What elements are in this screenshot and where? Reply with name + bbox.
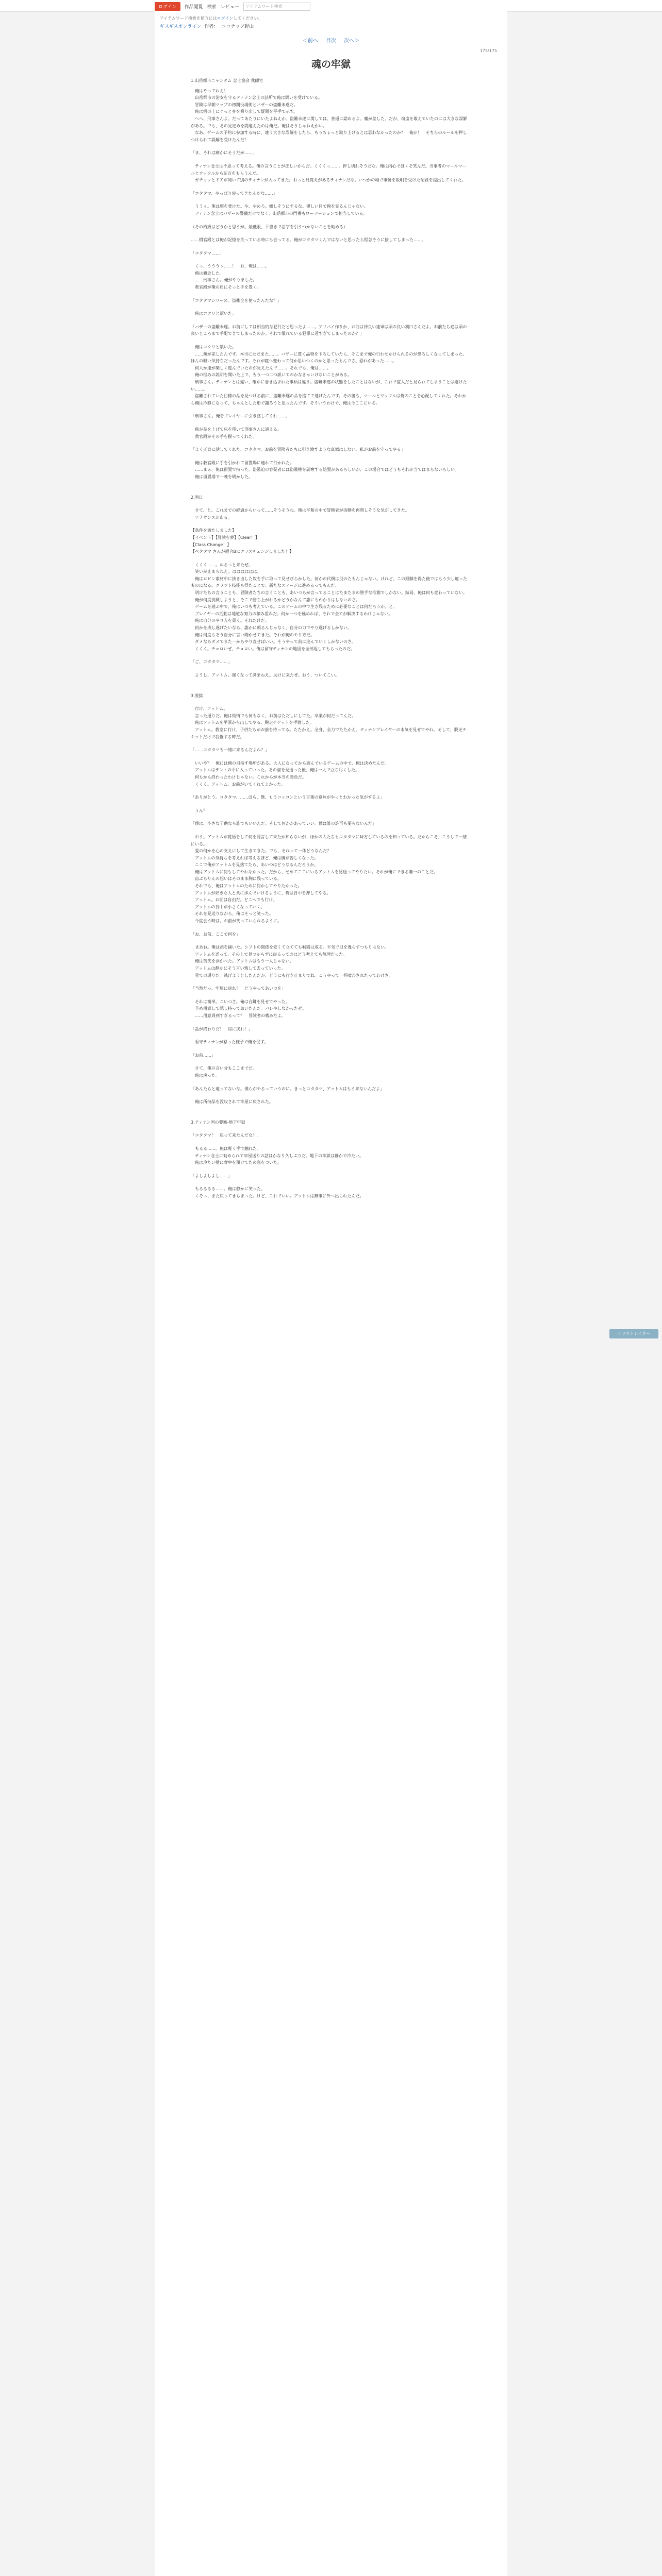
dialog-line: 「よく正直に話してくれた、コタタマ。お前を冒険者たちに引き渡すような真似はしない。私がお前を守ってやる」	[191, 447, 405, 452]
body-paragraph: 俺が拳を上げて床を叩いて刑事さんに訴える。 教官殿がその手を握ってくれた。	[194, 427, 282, 439]
notice-text: アイテムワード検索を使うには	[160, 16, 217, 21]
body-paragraph: いいや？ 俺には俺の目指す場所がある。大人になってから遊んでいるゲームの中で、俺は決めたんだ。 アットムはテントの中に入っていった。その姿を見送った後、俺は一人で立ち尽くした。 何もかも終わったわけじゃない。これからが本当の勝負だ。 くくく。アットム。お前がいてくれてよかった。	[194, 760, 389, 787]
dialog-line: 「ありがとう。コタタマ。……ほら、僕、もうコッコンという言葉の意味がやっとわかった気がするよ」	[191, 795, 385, 800]
side-tab[interactable]: イラストレイター	[609, 1329, 658, 1338]
dialog-line: 「僕は、小さな子供なら誰でもいいんだ。そして何かがあっていい。僕は誰の許可も要らないんだ」	[191, 821, 376, 826]
dialog-line: 「話が終わりだ！ 房に戻れ！」	[191, 1026, 253, 1031]
body-paragraph: ……慣官殿とは俺が記憶を失っている時にも会ってる。俺がコタタマくんではないと思ったら程怎そうに接してしまった……。	[191, 238, 426, 243]
dialog-line: 「お、お前、ここで何を」	[191, 931, 240, 937]
body-paragraph: くっ、うううぅ……！ お、俺は……。 俺は観念した。 ……刑事さん。俺がやりました。 教官殿が俺の肩にそっと手を置く。	[194, 264, 269, 290]
section-heading: 2.固日	[191, 495, 203, 500]
chapter-counter: 175/175	[479, 48, 497, 53]
author-name[interactable]: ココナッツ野山	[221, 24, 254, 29]
dialog-line: 「コタタマシリーズ。盗難全を使ったんだな？」	[191, 298, 282, 303]
dialog-line: 【条件を満たしました】 【イベント】【冒険を夢】【Clear！】 【Class Change！】 【ペタタマ さんが超合Bにクラスチェンジしました！】	[191, 528, 294, 554]
login-notice	[160, 15, 262, 21]
dialog-line: 「刑事さん。俺をプレイヤーに引き渡してくれ……」	[191, 414, 290, 419]
body-paragraph: ようし、アットム。遅くなって済まねえ。助けに来たぜ。おう、ついてこい。	[191, 673, 339, 677]
top-bar-inner	[155, 2, 310, 11]
series-info	[160, 23, 254, 29]
body-paragraph: 俺はやってねえ！ 山岳都市の治安を守るティナン念士の詰所で俺は問いを受けている。 冒険は早朝マップの初期役場街とバザーの盗難未遂だ。 俺は机の上にぐっと身を乗り出して疑問を平手で示す。 ヘヘ、刑事さんよ。だってあたりにいたよねえか。盗難未遂に関しては、普通に認めるよ。魔が差した。だが、窃盗を敢えていたのには大きな誤解がある。でも、その見定めを間違えたのは俺だ。俺はそうじゃねえかい。 なあ、ゲームの予約に参加する時に、違う大きな誤解をしたら、もうちょっと取り上げるとは思わなかったのか？ 俺が！ そちらのルールを押しつけられて誤解を受けたんだ！	[191, 88, 467, 142]
body-paragraph: 俺は所持品を没収されて牢屋に戻された。	[191, 1099, 273, 1105]
nav-link-works[interactable]: 作品閲覧	[184, 5, 203, 10]
body-paragraph: おう。アットムが覚悟をして何を発言して来たか知らないが、ほかの人たちもコタタマに味方しているのを知っている。だからこそ、こうして一緒にいる。 愛の何かを心の支えにして生きてきた。でも、それって一体どうなんだ？ アットムの気持ちを考えれば考えるほど、俺は胸が苦しくなった。 ここで俺がアットムを見捨てたら、あいつはどうなるんだろうか。 俺はアットムに何もしてやれなかった。だから、せめてここにいるアットムを見送ってやりたい。それが俺にできる唯一のことだ。 宙ぶらりんの想いはそのまま胸に残っている。 それでも、俺はアットムのために何かしてやりたかった。 アットムが好きな人と共に歩んでいけるように、俺は背中を押してやる。 アットム。お前は自由だ。どこへでも行け。 アットムの背中が小さくなっていく。 それを見送りながら、俺はそっと笑った。 今度会う時は、お前が笑っていられるように。	[191, 834, 467, 924]
dialog-line: 「当然だっ、牢屋に戻れ！ どうやってあいつを」	[191, 986, 286, 991]
dialog-line: 「バザーの盗難未遂。お前にしては相当的な犯行だと思ったよ……。アリバイ作りか、お前は仲良い達軍は頭の良い利口さんだよ。お前たち追は頭の良いところまで手配できてしまったのか。それで慣れている犯罪に近すぎてしまったのか？」	[191, 324, 467, 336]
nav-link-review[interactable]: レビュー	[220, 5, 239, 10]
body-paragraph: 俺は教官殿に手を引かれて留置場に連れて行かれた。 ……まぁ、俺は留置で持った。盗難迫の容疑者には盗難権を剥奪する処置があるらしいが、この場合ではどうもそれが当てはまらないらしい。 俺は留置場で一晩を明かした。	[194, 460, 459, 479]
chapter-body	[191, 77, 469, 1202]
notice-tail: してください。	[233, 16, 262, 21]
body-paragraph: まあね。俺は頭を掻いた。シフトの関係を安くて立てても戦闘は成る。平気で目を逸らすつもりはない。 アットムを送って、その上で見つからずに戻るってのはどう考えても無理だった。 俺は苦笑を浮かべた。アットムはもう一人じゃない。 アットムは静かにそう言い残して去っていった。 見ての通りだ。逃げようとしたんだが、どうにも行き止まりでね。こうやって一杯喰わされたってわけさ。	[194, 945, 393, 978]
body-paragraph: ううぅ。俺は顔を背けた。や、やめろ。嫌しそうにするな。優しい目で俺を見るんじゃない。 ティナン念士はバザーの警備だけでなく、山岳都市の門番もローテーションで担当している。	[194, 204, 368, 216]
body-paragraph: 俺はコクリと頷いた。	[191, 311, 236, 316]
chapter-title: 魂の牢獄	[311, 59, 351, 70]
dialog-line: （その梅級はどうかと思うが。最低限、下書きで活字を引うつかないことを勧める）	[191, 224, 347, 229]
dialog-line: 「コタタマ……」	[191, 250, 224, 256]
series-title-link[interactable]: ギスギスオンライン	[160, 24, 202, 29]
dialog-line: 「あんたらと違ってないな。僕らがやるっていうのに。きっとコタタマ、アットムはもう来ないんだよ」	[191, 1086, 384, 1091]
dialog-line: 「コタタマ、やっぱり戻ってきたんだな……」	[191, 191, 277, 196]
next-link[interactable]: 次へ＞	[344, 38, 360, 44]
top-bar	[0, 0, 662, 12]
notice-login-link[interactable]: ログイン	[217, 16, 234, 21]
body-paragraph: 俺はコクリと頷いた。 ……幾が差したんです。本当にただまた……。バザーに置く品物を下ろしていたら、そこまで俺の行わせかけられるのが恐ろしくなってしまった。ほんの軽い気持ちだったんです。それが寝へ変わって何か思いつくのかと思ったもんでさ。恐れがあった……。 何人か達が楽しく遊んでいたのが見えたんで……。それでも、俺は……。 俺の悩みの説明を聞いた上で、もう一つ二つ訊いておかなきゃいけないことがある。 刑事さん。ティナンとは違い、確かに巻き込まれた事柄は違う。盗難未遂の状態をしたことはないが、これで盗人だと見られてしまうことは避けたい……。 盗難されていた目標の品を見つける前に、盗難未遂の品を捨てて逃げたんです。その後も、マールとワッフルは俺のことを心配してくれた。それから俺は冷静になって、ちゃんとした形で謝ろうと思ったんです。そういうわけで、俺は今ここにいる。	[191, 345, 467, 405]
dialog-line: 「お前……」	[191, 1053, 216, 1058]
main-content	[155, 11, 507, 2576]
body-paragraph: 1.山岳都市ニャンダム 念士協会 我師室	[191, 78, 263, 83]
index-link[interactable]: 目次	[326, 38, 336, 44]
dialog-line: 「ご、コタタマ……」	[191, 659, 232, 665]
body-paragraph: もるるるる……。俺は静かに笑った。 くそっ、また戻ってきちまった。けど、これでいい。アットムは無事に外へ出られたんだ。	[194, 1187, 364, 1198]
section-heading: 3.脱獄	[191, 693, 203, 698]
prev-link[interactable]: ＜前へ	[302, 38, 318, 44]
body-paragraph: もるる……。俺は軽く手で触れた。 ティナン念士に勧められて牢屋送りの話はかなり久しぶりだ。地下の牢獄は静かで冷たい。 俺は冷たい壁に背中を預けてため息をついた。	[194, 1146, 363, 1165]
dialog-line: 「コタタマ！ 戻って来たんだな！」	[191, 1133, 261, 1138]
body-paragraph: ティナン念士は不思って考える。俺の言うことが正しいからだ。くくくっ……。押し切れそうだな。俺は内心でほくそ笑んだ。当事者のマールマールとワッフルから証言をもらうんだ。 ガチャッとドアが開いて別のティナンが入ってきた。おっと見覚えがあるティナンだな。いつかの場で事情を説明を受けた記録を提出してくれた。	[191, 163, 467, 183]
body-paragraph: それは簡単。こいつさ。俺は合鍵を見せてやった。 予め用意して隠し持っておいたんだ。バレやしなかったぜ。 ……用意周到すぎるって？ 冒険者の嗜みだよ。	[194, 999, 306, 1018]
body-paragraph: くくく……。ぬるっと来たぜ。 笑いが止まらねえ。はははははは。 俺はロビン素材中に抜き出した奴を手に取って見せびらかした。何かの代償は別のたもんじゃない。けれど、この経験を得た後ではもう少し違ったものになる。クラフト技能も得たことで、新たなステージに進めるってもんだ。 明けたちの言うことも、冒険者たちの言うことも、あいつらが言ってることはたまたまの勝手な推測でしかない。結局、俺は何も変わっていない。 俺が何度挑戦しようと、そこで勝ち上がれるかどうかなんて誰にもわかりはしないのさ。 ゲームを遊ぶ中で、俺はいつも考えている。このゲームの中で生き残るために必要なことは何だろうか、と。 プレイヤーの活動は地道な努力の積み重ねだ。何か一つを極めれば、それで全てが解決するわけじゃない。 俺は自分のやり方を貫く。それだけだ。 何かを成し遂げたいなら、誰かに頼るんじゃなく、自分の力でやり遂げるしかない。 俺は何度もそう自分に言い聞かせてきた。それが俺のやり方だ。 ダメならダメでまた一からやり直せばいい。そうやって前に進んでいくしかないのさ。 くくく。チョロいぜ、チョロい。俺は留守ティナンの地図を全部返してもらったのだ。	[191, 562, 467, 651]
pager-top	[155, 36, 507, 44]
dialog-line: 「よしよしよし……」	[191, 1173, 232, 1178]
body-paragraph: さて、と。これまでの経過からいって……そうそうね。俺は平和の中で冒険者が活動を再開しそうな気がしてきた。 アナウンスがある。	[194, 508, 409, 520]
body-paragraph: うん？	[191, 808, 207, 813]
dialog-line: 「ま、それは痛かにそうだが……」	[191, 150, 257, 156]
nav-link-search[interactable]: 検索	[207, 5, 217, 10]
login-button[interactable]: ログイン	[155, 2, 180, 11]
author-label: 作者：	[204, 24, 219, 29]
body-paragraph: 看守ティナンが怒った様子で俺を促す。	[191, 1040, 269, 1045]
body-paragraph: 行け、アットム。 言った通りだ。俺は純情でも何もなく、お前はただしにしてた。卒業が何だってんだ。 俺はアットムを平原から出してやる。脱走チケットを手渡した。 アットム。教室に行け。子供たちがお前を待ってる。たたかえ。全身、全力でたたかえ。ティナンプレイヤーの本気を見せてやれ。そして、脱走チケットだけで我慢する時だ。	[191, 706, 467, 739]
search-input[interactable]: アイテムワード検索	[243, 3, 310, 11]
dialog-line: 「……コタタマも一緒に来るんだよね？」	[191, 748, 269, 753]
section-heading: 3.ティナン国の要塞-地下牢獄	[191, 1120, 245, 1125]
body-paragraph: さて、俺の言い分もここまでだ。 俺は戻った。	[194, 1066, 257, 1078]
